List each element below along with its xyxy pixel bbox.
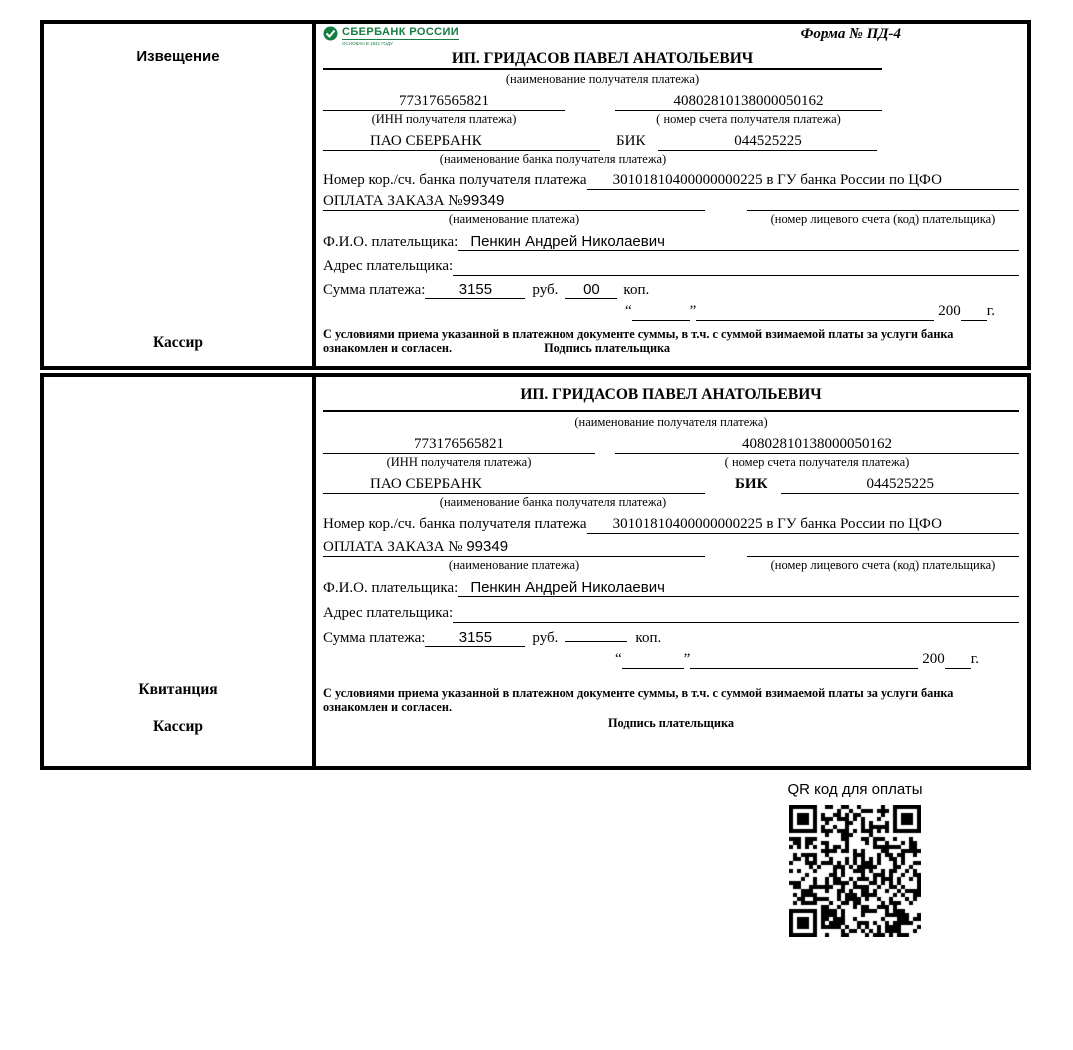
corr-account-label: Номер кор./сч. банка получателя платежа <box>323 516 587 532</box>
payee-caption: (наименование получателя платежа) <box>574 415 768 429</box>
notice-side-column <box>44 24 316 366</box>
bik-label: БИК <box>616 133 646 149</box>
agreement-line1: С условиями приема указанной в платежном документе суммы, в т.ч. с суммой взимаемой платы за услуги банка <box>323 327 954 341</box>
bank-caption: (наименование банка получателя платежа) <box>439 152 667 166</box>
date-day-blank <box>622 651 684 669</box>
payer-address-row <box>323 258 1019 276</box>
quote-close: ” <box>689 303 697 319</box>
qr-code <box>789 805 921 937</box>
payment-caption: (наименование платежа) <box>448 558 580 572</box>
payment-purpose-prefix: ОПЛАТА ЗАКАЗА № <box>323 539 467 555</box>
receipt-side-column <box>44 377 316 766</box>
corr-account-value: 30101810400000000225 в ГУ банка России по ЦФО <box>587 172 1019 190</box>
sberbank-logo-text: СБЕРБАНК РОССИИ <box>342 26 460 38</box>
payer-name-label: Ф.И.О. плательщика: <box>323 580 459 596</box>
notice-header-row <box>323 26 1019 50</box>
notice-cashier-label: Кассир <box>152 334 204 351</box>
notice-form-body <box>316 24 1027 366</box>
payer-name-row <box>323 579 1019 597</box>
rub-label: руб. <box>532 282 559 298</box>
payer-name-label: Ф.И.О. плательщика: <box>323 234 459 250</box>
inn-value: 773176565821 <box>323 93 565 111</box>
date-row <box>323 303 1019 321</box>
payer-address-blank-line <box>453 258 1019 276</box>
agreement-text <box>323 327 1019 355</box>
account-caption: ( номер счета получателя платежа) <box>656 112 841 126</box>
account-value: 40802810138000050162 <box>615 436 1019 454</box>
payer-address-blank-line <box>453 605 1019 623</box>
sum-kop-value: 00 <box>565 281 617 299</box>
date-month-blank <box>690 651 918 669</box>
sum-label: Сумма платежа: <box>323 630 426 646</box>
bank-caption: (наименование банка получателя платежа) <box>439 495 667 509</box>
bik-value: 044525225 <box>658 133 877 151</box>
payment-purpose-number: 99349 <box>466 538 509 555</box>
sum-rub-value: 3155 <box>425 629 525 647</box>
form-number: Форма № ПД-4 <box>800 26 901 42</box>
corr-account-label: Номер кор./сч. банка получателя платежа <box>323 172 587 188</box>
bik-label: БИК <box>735 476 768 492</box>
receipt-title: Квитанция <box>138 681 218 698</box>
payee-title: ИП. ГРИДАСОВ ПАВЕЛ АНАТОЛЬЕВИЧ <box>323 50 882 70</box>
bank-name-value: ПАО СБЕРБАНК <box>323 133 600 151</box>
payer-address-label: Адрес плательщика: <box>323 258 454 274</box>
notice-section <box>40 20 1031 370</box>
inn-caption: (ИНН получателя платежа) <box>371 112 517 126</box>
kop-label: коп. <box>623 282 650 298</box>
date-day-blank <box>632 303 690 321</box>
inn-value: 773176565821 <box>323 436 595 454</box>
payment-caption: (наименование платежа) <box>448 212 580 226</box>
sum-row <box>323 281 1019 299</box>
payment-purpose-number: 99349 <box>462 192 505 209</box>
year-blank <box>961 303 987 321</box>
inn-account-captions-row <box>323 455 1019 470</box>
payer-address-row <box>323 605 1019 623</box>
year-suffix: г. <box>986 303 995 319</box>
agreement-line2: ознакомлен и согласен. <box>323 341 453 355</box>
qr-caption: QR код для оплаты <box>787 781 923 798</box>
bank-bik-row <box>323 476 1019 494</box>
payee-title: ИП. ГРИДАСОВ ПАВЕЛ АНАТОЛЬЕВИЧ <box>520 386 822 403</box>
sum-label: Сумма платежа: <box>323 282 426 298</box>
inn-account-values-row <box>323 436 1019 454</box>
date-row <box>323 651 1019 669</box>
rub-label: руб. <box>532 630 559 646</box>
sberbank-logo-icon <box>323 26 338 41</box>
kop-label: коп. <box>635 630 662 646</box>
personal-account-blank-line <box>747 193 1019 211</box>
qr-payment-area <box>775 781 935 942</box>
date-month-blank <box>696 303 934 321</box>
sum-rub-value: 3155 <box>425 281 525 299</box>
quote-open: “ <box>614 651 622 667</box>
bik-value: 044525225 <box>781 476 1019 494</box>
purpose-row <box>323 192 1019 211</box>
purpose-row <box>323 538 1019 557</box>
payment-purpose-prefix: ОПЛАТА ЗАКАЗА № <box>323 193 463 209</box>
payment-purpose-value <box>323 538 705 557</box>
account-value: 40802810138000050162 <box>615 93 882 111</box>
receipt-section <box>40 373 1031 770</box>
sum-kop-value <box>565 641 627 642</box>
agreement-line1: С условиями приема указанной в платежном документе суммы, в т.ч. с суммой взимаемой платы за услуги банка <box>323 686 954 700</box>
personal-account-caption: (номер лицевого счета (код) плательщика) <box>770 558 996 572</box>
sberbank-logo-text-column <box>342 26 459 46</box>
inn-account-captions-row <box>323 112 1019 127</box>
sberbank-logo <box>323 26 459 46</box>
corr-account-row <box>323 516 1019 534</box>
quote-close: ” <box>683 651 691 667</box>
bank-bik-row <box>323 133 1019 151</box>
inn-caption: (ИНН получателя платежа) <box>386 455 532 469</box>
year-prefix: 200 <box>922 651 945 667</box>
payment-purpose-value <box>323 192 705 211</box>
title-separator-line <box>323 410 1019 412</box>
signature-label: Подпись плательщика <box>607 716 734 730</box>
personal-account-blank-line <box>747 539 1019 557</box>
year-blank <box>945 651 971 669</box>
signature-label: Подпись плательщика <box>544 341 671 355</box>
quote-open: “ <box>624 303 632 319</box>
receipt-form-body <box>316 377 1027 766</box>
bank-name-value: ПАО СБЕРБАНК <box>323 476 705 494</box>
payer-name-row <box>323 233 1019 251</box>
receipt-cashier-label: Кассир <box>152 718 204 735</box>
sberbank-logo-subtext: ОСНОВАН В 1841 ГОДУ <box>342 41 393 46</box>
purpose-captions-row <box>323 558 1019 573</box>
payer-name-value: Пенкин Андрей Николаевич <box>458 233 1019 251</box>
sum-row <box>323 629 1019 647</box>
corr-account-value: 30101810400000000225 в ГУ банка России по ЦФО <box>587 516 1019 534</box>
payee-caption: (наименование получателя платежа) <box>505 72 700 86</box>
year-prefix: 200 <box>938 303 961 319</box>
agreement-line2-row <box>323 341 1019 355</box>
payer-name-value: Пенкин Андрей Николаевич <box>458 579 1019 597</box>
notice-title: Извещение <box>136 48 220 65</box>
corr-account-row <box>323 172 1019 190</box>
agreement-line2: ознакомлен и согласен. <box>323 700 453 714</box>
purpose-captions-row <box>323 212 1019 227</box>
personal-account-caption: (номер лицевого счета (код) плательщика) <box>770 212 996 226</box>
inn-account-values-row <box>323 93 1019 111</box>
payment-form-pd4 <box>40 20 1031 770</box>
account-caption: ( номер счета получателя платежа) <box>724 455 910 469</box>
agreement-text <box>323 686 1019 730</box>
year-suffix: г. <box>970 651 979 667</box>
payer-address-label: Адрес плательщика: <box>323 605 454 621</box>
